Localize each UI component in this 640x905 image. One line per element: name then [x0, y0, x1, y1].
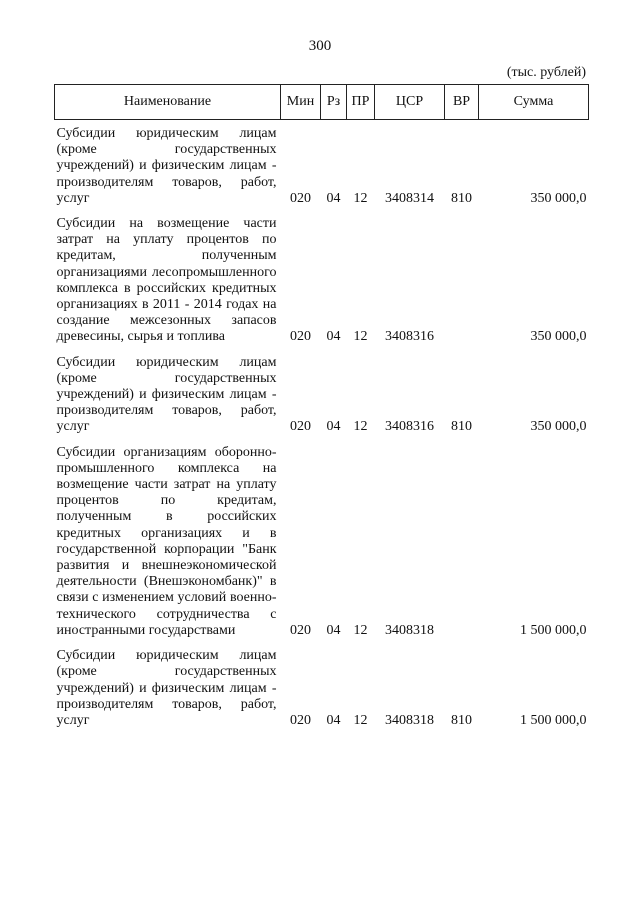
- row-sum: 1 500 000,0: [520, 712, 587, 728]
- row-vr: 810: [451, 419, 472, 435]
- row-sum: 350 000,0: [530, 329, 587, 345]
- row-min: 020: [290, 622, 311, 638]
- table-row: [55, 210, 589, 349]
- table-row: [55, 349, 589, 439]
- row-vr: 810: [451, 712, 472, 728]
- table-row: [55, 642, 589, 732]
- header-min: Мин: [281, 85, 321, 120]
- row-name: Субсидии юридическим лицам (кроме государственных учреждений) и физическим лицам - производителям товаров, работ, услуг: [56, 126, 277, 206]
- row-name: Субсидии организациям оборонно-промышленного комплекса на возмещение части затрат на уплату процентов по кредитам, полученным в российских кредитных организациях и в государственной корпорации "Банк развития и внешнеэкономической деятельности (Внешэкономбанк)" в связи с изменением условий военно-технического сотрудничества с иностранными государствами: [56, 444, 277, 638]
- row-pr: 12: [353, 190, 368, 206]
- table-row: [55, 120, 589, 211]
- row-name: Субсидии юридическим лицам (кроме государственных учреждений) и физическим лицам - производителям товаров, работ, услуг: [56, 648, 277, 728]
- page-number: 300: [308, 38, 332, 54]
- table-header-row: [55, 85, 589, 120]
- row-pr: 12: [353, 622, 368, 638]
- row-rz: 04: [326, 419, 341, 435]
- header-csr: ЦСР: [375, 85, 445, 120]
- row-rz: 04: [326, 190, 341, 206]
- row-csr: 3408314: [385, 190, 434, 206]
- row-csr: 3408316: [385, 419, 434, 435]
- row-vr: [445, 439, 479, 642]
- row-min: 020: [290, 712, 311, 728]
- row-min: 020: [290, 329, 311, 345]
- row-csr: 3408316: [385, 329, 434, 345]
- row-vr: [445, 210, 479, 349]
- header-sum: Сумма: [479, 85, 589, 120]
- row-sum: 1 500 000,0: [520, 622, 587, 638]
- row-rz: 04: [326, 329, 341, 345]
- row-name: Субсидии на возмещение части затрат на уплату процентов по кредитам, полученным организациями лесопромышленного комплекса в российских кредитных организациях в 2011 - 2014 годах на создание межсезонных запасов древесины, сырья и топлива: [56, 216, 277, 345]
- units-label: (тыс. рублей): [506, 65, 586, 80]
- row-min: 020: [290, 190, 311, 206]
- budget-table: [54, 84, 589, 732]
- row-vr: 810: [451, 190, 472, 206]
- row-sum: 350 000,0: [530, 190, 587, 206]
- row-min: 020: [290, 419, 311, 435]
- row-rz: 04: [326, 622, 341, 638]
- row-pr: 12: [353, 712, 368, 728]
- row-rz: 04: [326, 712, 341, 728]
- row-name: Субсидии юридическим лицам (кроме государственных учреждений) и физическим лицам - производителям товаров, работ, услуг: [56, 354, 277, 435]
- header-rz: Рз: [321, 85, 347, 120]
- row-csr: 3408318: [385, 712, 434, 728]
- header-pr: ПР: [347, 85, 375, 120]
- row-pr: 12: [353, 419, 368, 435]
- header-vr: ВР: [445, 85, 479, 120]
- row-csr: 3408318: [385, 622, 434, 638]
- row-sum: 350 000,0: [530, 419, 587, 435]
- header-name: Наименование: [55, 85, 281, 120]
- table-row: [55, 439, 589, 642]
- row-pr: 12: [353, 329, 368, 345]
